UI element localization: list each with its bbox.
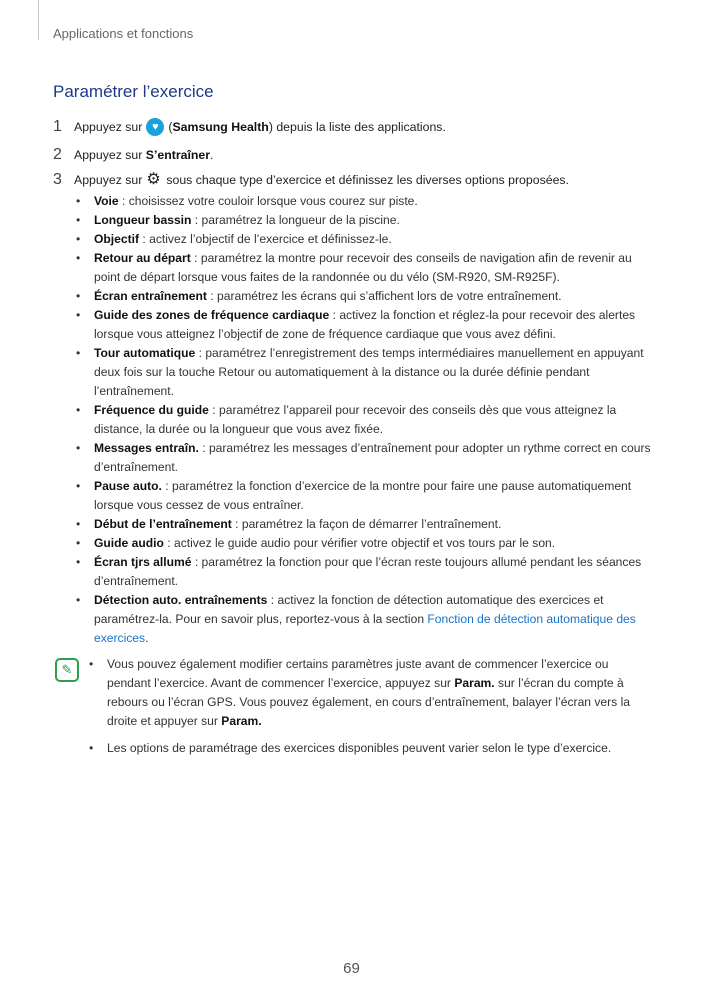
list-item <box>76 534 656 553</box>
list-item <box>76 230 656 249</box>
option-term: Écran tjrs allumé <box>94 555 192 569</box>
step-text: Appuyez sur <box>74 173 143 187</box>
option-desc: : activez le guide audio pour vérifier votre objectif et vos tours par le son. <box>163 536 556 550</box>
option-desc: : paramétrez la façon de démarrer l’entraînement. <box>231 517 502 531</box>
note-text: Vous pouvez également modifier certains paramètres juste avant de commencer l’exercice ou pendant l’exercice. Avant de commencer l’exercice, appuyez sur <box>107 657 609 690</box>
option-term: Début de l’entraînement <box>94 517 232 531</box>
option-term: Pause auto. <box>94 479 162 493</box>
option-term: Longueur bassin <box>94 213 192 227</box>
menu-name: S’entraîner <box>145 148 211 162</box>
step-1 <box>53 118 446 136</box>
list-item <box>76 515 656 534</box>
list-item <box>76 401 656 439</box>
page-number: 69 <box>343 960 360 977</box>
step-text: Appuyez sur <box>74 120 143 134</box>
note-text: sur l’écran du compte à rebours ou l’écran GPS. Vous pouvez également, en cours d’entraînement, balayer l’écran vers la droite et appuyer sur <box>107 676 631 728</box>
list-item <box>76 192 656 211</box>
step-text-end: . <box>210 148 214 162</box>
option-term: Détection auto. entraînements <box>94 593 268 607</box>
option-term: Guide audio <box>94 536 164 550</box>
note-text: Les options de paramétrage des exercices disponibles peuvent varier selon le type d’exercice. <box>107 741 612 755</box>
option-desc: : activez l’objectif de l’exercice et définissez-le. <box>139 232 392 246</box>
step-text: Appuyez sur <box>74 148 143 162</box>
list-item <box>76 306 656 344</box>
paren-open: ( <box>168 120 173 134</box>
note-item <box>89 739 649 758</box>
list-item <box>76 211 656 230</box>
app-name: Samsung Health <box>172 120 269 134</box>
list-item <box>76 287 656 306</box>
option-desc: : paramétrez les écrans qui s’affichent lors de votre entraînement. <box>206 289 562 303</box>
step-text-end: sous chaque type d’exercice et définissez les diverses options proposées. <box>166 173 569 187</box>
option-term: Objectif <box>94 232 140 246</box>
option-term: Guide des zones de fréquence cardiaque <box>94 308 330 322</box>
option-desc: : paramétrez l’enregistrement des temps intermédiaires manuellement en appuyant deux fois sur la touche Retour ou automatiquement à la distance ou la durée définie pendant l’entraînement. <box>94 346 644 398</box>
option-term: Écran entraînement <box>94 289 207 303</box>
section-link[interactable]: Fonction de détection automatique des exercices <box>94 612 636 645</box>
step-number: 1 <box>53 118 62 135</box>
list-item <box>76 477 656 515</box>
option-desc: : paramétrez l’appareil pour recevoir des conseils dès que vous atteignez la distance, la durée ou la longueur que vous avez fixée. <box>94 403 617 436</box>
margin-rule <box>38 0 39 40</box>
option-term: Tour automatique <box>94 346 196 360</box>
step-text-end: ) depuis la liste des applications. <box>268 120 446 134</box>
option-desc: : choisissez votre couloir lorsque vous courez sur piste. <box>118 194 418 208</box>
option-desc: : activez la fonction de détection automatique des exercices et paramétrez-la. Pour en savoir plus, reportez-vous à la section <box>94 593 604 626</box>
list-item <box>76 553 656 591</box>
step-number: 3 <box>53 171 62 188</box>
option-desc: : paramétrez la fonction d’exercice de la montre pour faire une pause automatiquement lorsque vous cessez de vous entraîner. <box>94 479 632 512</box>
list-item <box>76 344 656 401</box>
option-term: Fréquence du guide <box>94 403 209 417</box>
option-desc: : paramétrez la fonction pour que l’écran reste toujours allumé pendant les séances d’entraînement. <box>94 555 642 588</box>
note-bold: Param. <box>454 676 495 690</box>
list-item <box>76 249 656 287</box>
options-list <box>76 192 656 648</box>
note-bold: Param. <box>221 714 262 728</box>
option-desc-end: . <box>145 631 149 645</box>
option-desc: : paramétrez la longueur de la piscine. <box>191 213 400 227</box>
option-desc: : activez la fonction et réglez-la pour recevoir des alertes lorsque vous atteignez l’objectif de zone de fréquence cardiaque que vous avez défini. <box>94 308 636 341</box>
section-title: Paramétrer l’exercice <box>53 82 214 101</box>
breadcrumb: Applications et fonctions <box>53 26 194 41</box>
gear-icon: ⚙ <box>146 171 161 188</box>
option-desc: : paramétrez la montre pour recevoir des conseils de navigation afin de revenir au point de départ lorsque vous faites de la randonnée ou du vélo (SM-R920, SM-R925F). <box>94 251 632 284</box>
step-3 <box>53 172 569 188</box>
list-item <box>76 591 656 648</box>
option-term: Retour au départ <box>94 251 191 265</box>
step-2 <box>53 147 213 163</box>
note-icon: ✎ <box>55 658 79 682</box>
samsung-health-icon: ♥ <box>146 118 164 136</box>
list-item <box>76 439 656 477</box>
notes-list <box>89 655 649 758</box>
step-number: 2 <box>53 146 62 163</box>
note-item <box>89 655 649 731</box>
option-desc: : paramétrez les messages d’entraînement pour adopter un rythme correct en cours d’entraînement. <box>94 441 651 474</box>
option-term: Messages entraîn. <box>94 441 199 455</box>
option-term: Voie <box>94 194 119 208</box>
